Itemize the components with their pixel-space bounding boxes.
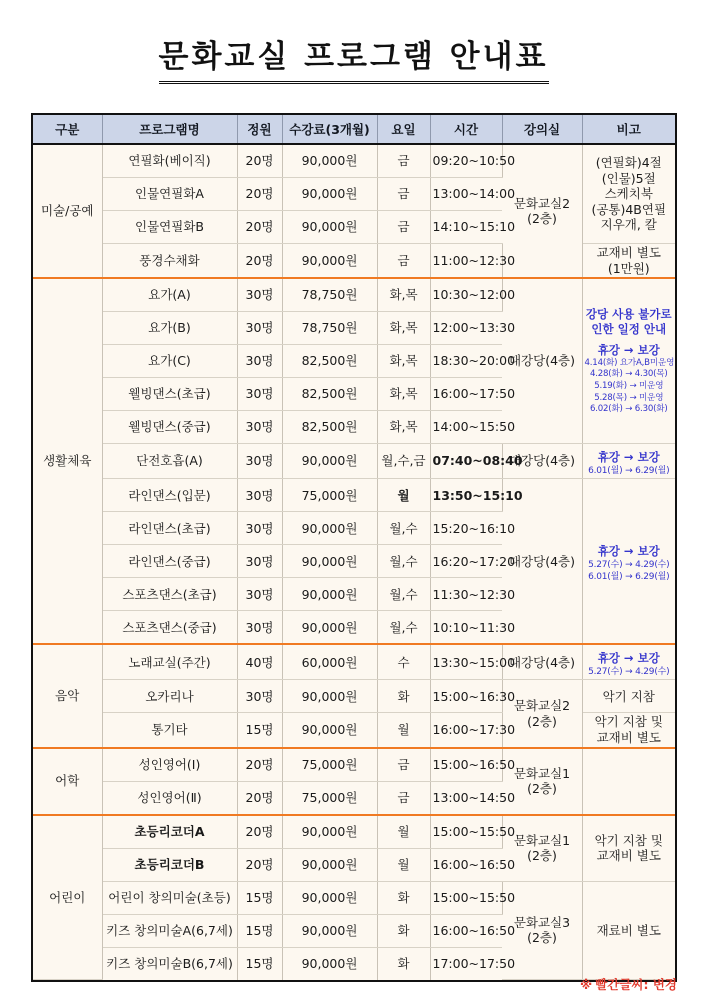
- remarks-heading: 강당 사용 불가로 인한 일정 안내: [585, 306, 672, 337]
- capacity-cell: 30명: [237, 512, 282, 545]
- time-cell: 09:20~10:50: [430, 144, 502, 178]
- table-row: [33, 815, 675, 849]
- time-cell: 15:00~16:50: [430, 748, 502, 782]
- day-cell: 화: [377, 914, 430, 947]
- schedule-table-container: [31, 113, 677, 982]
- fee-cell: 78,750원: [282, 278, 377, 312]
- footer-note-text: 빨간글씨: 변경: [595, 977, 677, 992]
- fee-cell: 82,500원: [282, 378, 377, 411]
- fee-cell: 90,000원: [282, 881, 377, 914]
- day-cell: 월,수: [377, 545, 430, 578]
- time-cell: 13:00~14:50: [430, 781, 502, 815]
- program-name-cell: 키즈 창의미술B(6,7세): [102, 947, 237, 980]
- program-name-cell: 오카리나: [102, 680, 237, 713]
- program-name-cell: 초등리코더B: [102, 848, 237, 881]
- time-cell: 14:00~15:50: [430, 411, 502, 444]
- table-header: [33, 115, 675, 144]
- program-name-cell: 라인댄스(중급): [102, 545, 237, 578]
- program-name-cell: 웰빙댄스(중급): [102, 411, 237, 444]
- day-cell: 화,목: [377, 345, 430, 378]
- category-cell: 어린이: [33, 815, 102, 980]
- day-cell: 월: [377, 713, 430, 748]
- remarks-subheading: 휴강 → 보강: [597, 651, 660, 666]
- page-title: 문화교실 프로그램 안내표: [159, 40, 549, 84]
- classroom-cell: 문화교실2 (2층): [502, 680, 582, 748]
- day-cell: 월: [377, 479, 430, 512]
- remarks-cell: [582, 278, 675, 444]
- time-cell: 17:00~17:50: [432, 955, 516, 971]
- column-header-0: 구분: [33, 115, 102, 144]
- day-cell: 화: [377, 947, 430, 980]
- day-cell: 월,수: [377, 578, 430, 611]
- fee-cell: 90,000원: [282, 545, 377, 578]
- table-body: [33, 144, 675, 980]
- day-cell: 화: [377, 680, 430, 713]
- capacity-cell: 30명: [237, 578, 282, 611]
- fee-cell: 90,000원: [282, 512, 377, 545]
- classroom-cell: 대강당(4층): [502, 444, 582, 479]
- fee-cell: 90,000원: [282, 815, 377, 849]
- time-cell: 11:30~12:30: [430, 578, 502, 611]
- category-cell: 음악: [33, 644, 102, 747]
- capacity-cell: 40명: [237, 644, 282, 680]
- capacity-cell: 20명: [237, 244, 282, 279]
- schedule-table: [33, 115, 675, 980]
- program-name-cell: 요가(C): [102, 345, 237, 378]
- capacity-cell: 15명: [237, 947, 282, 980]
- time-cell: 10:10~11:30: [430, 611, 502, 645]
- remarks-cell: (연필화)4절 (인물)5절 스케치북 (공통)4B연필 지우개, 칼: [582, 144, 675, 244]
- category-cell: 미술/공예: [33, 144, 102, 278]
- program-name-cell: 라인댄스(초급): [102, 512, 237, 545]
- classroom-cell: 문화교실3 (2층): [502, 881, 582, 980]
- time-cell: 10:30~12:00: [430, 278, 502, 312]
- day-cell: 월,수,금: [377, 444, 430, 479]
- table-row: [33, 881, 675, 914]
- fee-cell: 75,000원: [282, 479, 377, 512]
- day-cell: 수: [377, 644, 430, 680]
- column-header-1: 프로그램명: [102, 115, 237, 144]
- time-cell: 15:00~16:30: [430, 680, 502, 713]
- time-cell: 15:00~15:50: [430, 815, 502, 849]
- footer-mark-icon: ※: [580, 977, 593, 992]
- day-cell: 화,목: [377, 278, 430, 312]
- day-cell: 월: [377, 848, 430, 881]
- time-cell: 16:00~17:50: [430, 378, 502, 411]
- capacity-cell: 30명: [237, 278, 282, 312]
- day-cell: 화: [377, 881, 430, 914]
- day-cell: 월,수: [377, 512, 430, 545]
- capacity-cell: 15명: [237, 713, 282, 748]
- day-cell: 금: [377, 781, 430, 815]
- remarks-cell: [582, 444, 675, 479]
- day-cell: 금: [377, 178, 430, 211]
- day-cell: 금: [377, 211, 430, 244]
- program-name-cell: 웰빙댄스(초급): [102, 378, 237, 411]
- program-name-cell: 키즈 창의미술A(6,7세): [102, 914, 237, 947]
- time-cell: 15:00~15:50: [430, 881, 502, 914]
- day-cell: 금: [377, 144, 430, 178]
- day-cell: 월: [377, 815, 430, 849]
- program-name-cell: 스포츠댄스(중급): [102, 611, 237, 645]
- capacity-cell: 20명: [237, 178, 282, 211]
- program-name-cell: 라인댄스(입문): [102, 479, 237, 512]
- remarks-cell: 악기 지참: [582, 680, 675, 713]
- remarks-subheading: 휴강 → 보강: [597, 342, 660, 357]
- capacity-cell: 30명: [237, 312, 282, 345]
- program-name-cell: 요가(B): [102, 312, 237, 345]
- remarks-cell: 악기 지참 및 교재비 별도: [582, 815, 675, 882]
- program-name-cell: 성인영어(Ⅱ): [102, 781, 237, 815]
- table-row: [33, 444, 675, 479]
- remarks-cell: [582, 748, 675, 815]
- table-row: [33, 680, 675, 713]
- capacity-cell: 15명: [237, 914, 282, 947]
- remarks-detail-lines: 4.14(화) 요가A,B미운영 4.28(화) → 4.30(목) 5.19(화) → 미운영 5.28(목) → 미운영 6.02(화) → 6.30(화): [584, 357, 675, 415]
- program-name-cell: 성인영어(Ⅰ): [102, 748, 237, 782]
- column-header-2: 정원: [237, 115, 282, 144]
- fee-cell: 90,000원: [282, 244, 377, 279]
- remarks-detail-lines: 5.27(수) → 4.29(수) 6.01(월) → 6.29(월): [588, 560, 670, 583]
- remarks-subheading: 휴강 → 보강: [597, 544, 660, 559]
- remarks-subheading: 휴강 → 보강: [597, 450, 660, 465]
- fee-cell: 82,500원: [282, 411, 377, 444]
- program-name-cell: 초등리코더A: [102, 815, 237, 849]
- category-cell: 생활체육: [33, 278, 102, 644]
- program-name-cell: 통기타: [102, 713, 237, 748]
- table-row: [33, 644, 675, 680]
- day-cell: 금: [377, 244, 430, 279]
- capacity-cell: 15명: [237, 881, 282, 914]
- time-cell: 16:20~17:20: [430, 545, 502, 578]
- capacity-cell: 20명: [237, 211, 282, 244]
- program-name-cell: 풍경수채화: [102, 244, 237, 279]
- capacity-cell: 30명: [237, 680, 282, 713]
- fee-cell: 90,000원: [282, 680, 377, 713]
- day-cell: 화,목: [377, 312, 430, 345]
- fee-cell: 90,000원: [282, 211, 377, 244]
- program-name-cell: 단전호흡(A): [102, 444, 237, 479]
- column-header-7: 비고: [582, 115, 675, 144]
- capacity-cell: 20명: [237, 848, 282, 881]
- fee-cell: 90,000원: [282, 144, 377, 178]
- time-cell: 18:30~20:00: [430, 345, 502, 378]
- time-cell: 16:00~16:50: [430, 914, 502, 947]
- fee-cell: 60,000원: [282, 644, 377, 680]
- fee-cell: 78,750원: [282, 312, 377, 345]
- program-name-cell: 연필화(베이직): [102, 144, 237, 178]
- table-row: [33, 748, 675, 782]
- remarks-cell: 악기 지참 및 교재비 별도: [582, 713, 675, 748]
- fee-cell: 75,000원: [282, 748, 377, 782]
- time-cell: 16:00~16:50: [430, 848, 502, 881]
- fee-cell: 90,000원: [282, 611, 377, 645]
- program-name-cell: 인물연필화A: [102, 178, 237, 211]
- fee-cell: 90,000원: [282, 848, 377, 881]
- capacity-cell: 30명: [237, 611, 282, 645]
- page-title-wrap: [0, 40, 707, 84]
- footer-note: [0, 975, 677, 993]
- time-cell: 15:20~16:10: [430, 512, 502, 545]
- time-cell: 07:40~08:40: [430, 444, 502, 479]
- classroom-cell: 대강당(4층): [502, 644, 582, 680]
- program-name-cell: 어린이 창의미술(초등): [102, 881, 237, 914]
- capacity-cell: 30명: [237, 545, 282, 578]
- classroom-cell: 문화교실1 (2층): [502, 815, 582, 882]
- remarks-cell: 재료비 별도: [582, 881, 675, 980]
- program-name-cell: 스포츠댄스(초급): [102, 578, 237, 611]
- time-cell: 13:50~15:10: [430, 479, 502, 512]
- category-cell: 어학: [33, 748, 102, 815]
- time-cell: 11:00~12:30: [430, 244, 502, 279]
- day-cell: 화,목: [377, 378, 430, 411]
- remarks-cell: 교재비 별도 (1만원): [582, 244, 675, 279]
- capacity-cell: 30명: [237, 378, 282, 411]
- remarks-detail-lines: 6.01(월) → 6.29(월): [588, 466, 670, 477]
- fee-cell: 90,000원: [282, 444, 377, 479]
- column-header-3: 수강료(3개월): [282, 115, 377, 144]
- remarks-cell: [582, 479, 675, 645]
- day-cell: 금: [377, 748, 430, 782]
- capacity-cell: 30명: [237, 444, 282, 479]
- fee-cell: 90,000원: [282, 914, 377, 947]
- classroom-cell: 대강당(4층): [502, 479, 582, 645]
- time-cell: 13:00~14:00: [430, 178, 502, 211]
- fee-cell: 90,000원: [282, 178, 377, 211]
- table-row: [33, 278, 675, 312]
- time-cell: 13:30~15:00: [430, 644, 502, 680]
- remarks-detail-lines: 5.27(수) → 4.29(수): [588, 667, 670, 678]
- program-name-cell: 노래교실(주간): [102, 644, 237, 680]
- fee-cell: 90,000원: [282, 713, 377, 748]
- capacity-cell: 30명: [237, 479, 282, 512]
- table-header-row: [33, 115, 675, 144]
- time-cell: 16:00~17:30: [430, 713, 502, 748]
- day-cell: 화,목: [377, 411, 430, 444]
- table-row: [33, 144, 675, 178]
- time-cell: 12:00~13:30: [430, 312, 502, 345]
- capacity-cell: 30명: [237, 345, 282, 378]
- column-header-6: 강의실: [502, 115, 582, 144]
- classroom-cell: 문화교실1 (2층): [502, 748, 582, 815]
- classroom-cell: 대강당(4층): [502, 278, 582, 444]
- capacity-cell: 20명: [237, 781, 282, 815]
- program-name-cell: 인물연필화B: [102, 211, 237, 244]
- time-cell: 14:10~15:10: [430, 211, 502, 244]
- classroom-cell: 문화교실2 (2층): [502, 144, 582, 278]
- capacity-cell: 20명: [237, 144, 282, 178]
- day-cell: 월,수: [377, 611, 430, 645]
- remarks-cell: [582, 644, 675, 680]
- fee-cell: 75,000원: [282, 781, 377, 815]
- table-row: [33, 479, 675, 512]
- fee-cell: 90,000원: [282, 947, 377, 980]
- column-header-4: 요일: [377, 115, 430, 144]
- capacity-cell: 30명: [237, 411, 282, 444]
- capacity-cell: 20명: [237, 748, 282, 782]
- program-name-cell: 요가(A): [102, 278, 237, 312]
- fee-cell: 90,000원: [282, 578, 377, 611]
- capacity-cell: 20명: [237, 815, 282, 849]
- fee-cell: 82,500원: [282, 345, 377, 378]
- column-header-5: 시간: [430, 115, 502, 144]
